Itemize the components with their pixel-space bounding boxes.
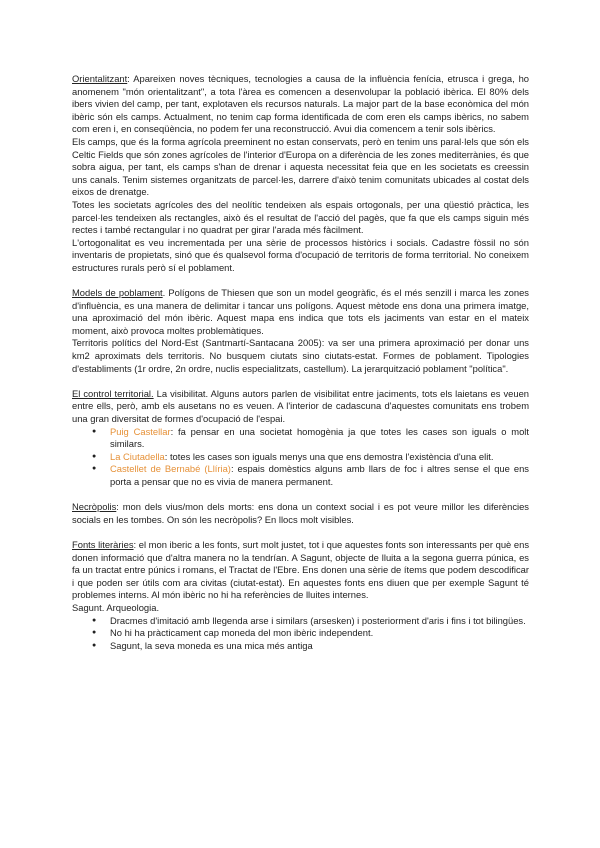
site-name: Puig Castellar <box>110 425 171 437</box>
section-heading: Orientalitzant <box>72 73 128 84</box>
section-heading: El control territorial. <box>72 387 154 399</box>
paragraph: Territoris polítics del Nord-Est (Santmartí-Santacana 2005): va ser una primera aproximació per donar uns km2 aproximats dels territoris. No busquem ciutats sino ciutats-estat. Formes de poblament. Tipologies d'establiments (1r ordre, 2n ordre, nuclis especialitzats, castellum). La jerarquització poblament "política". <box>72 337 529 374</box>
section-necropolis <box>72 501 529 526</box>
paragraph <box>72 501 529 526</box>
list-item: ● No hi ha pràcticament cap moneda del mon ibèric independent. <box>110 627 529 640</box>
paragraph-text: La visibilitat. Alguns autors parlen de visibilitat entre jaciments, tots els laietans es veuen entre ells, però, amb els ausetans no es veuen. A l'interior de cadascuna d'aquestes comunitats ens trobem una gran diversitat de formes d'ocupació de l'espai. <box>72 387 529 425</box>
paragraph: Els camps, que és la forma agrícola preeminent no estan conservats, però en tenim uns paral·lels que són els Celtic Fields que són zones agrícoles de l'interior d'Europa on a diferència de les zones mediterrànies, és que sobra aigua, per tant, els camps s'han de drenar i aquesta necessitat feia que en les societats es creessin uns canals. Tenim sistemes organitzats de parcel·les, darrere d'això tenim comunitats ubicades al costat dels eixos de drenatge. <box>72 135 529 198</box>
paragraph-text: : mon dels vius/mon dels morts: ens dona un context social i es pot veure millor les diferències socials en les tombes. On són les necròpolis? En llocs molt visibles. <box>72 501 529 525</box>
document-page <box>72 73 529 665</box>
bullet-list <box>72 426 529 489</box>
section-heading: Fonts literàries <box>72 538 134 550</box>
site-name: Castellet de Bernabé (Llíria) <box>110 463 231 475</box>
list-item-text: : totes les cases son iguals menys una que ens demostra l'existència d'una elit. <box>164 450 494 462</box>
list-item: ● Sagunt, la seva moneda es una mica més antiga <box>110 640 529 653</box>
paragraph-text: : el mon iberic a les fonts, surt molt justet, tot i que aquestes fonts son interessants per què ens donen informació que d'altra manera no la tendrían. A Sagunt, objecte de lluita a la segona guerra púnica, es fa un tractat entre púnics i romans, el Tractat de l'Ebre. Ens donen una sèrie de ítems que podem descodificar i que poden ser útils com ara civitas (ciutat-estat). En aquestes fonts ens diuen que per exemple Sagunt té problemes interns. Al món ibèric no hi ha referències de lluites internes. <box>72 538 530 601</box>
site-name: La Ciutadella <box>110 450 165 462</box>
paragraph: Sagunt. Arqueologia. <box>72 601 160 613</box>
bullet-list <box>72 615 529 653</box>
paragraph <box>72 287 529 337</box>
list-item-text: : espais domèstics alguns amb llars de foc i altres sense el que ens porta a pensar que no es vivia de manera permanent. <box>110 463 529 487</box>
list-item <box>110 426 529 451</box>
paragraph <box>72 73 529 136</box>
section-orientalitzant <box>72 73 529 275</box>
list-item <box>110 451 529 464</box>
list-item <box>110 463 529 488</box>
paragraph <box>72 539 529 602</box>
paragraph: Totes les societats agrícoles des del neolític tendeixen als espais ortogonals, per una qüestió pràctica, les parcel·les tendeixen als rectangles, això és el resultat de l'acció del pagès, que fa que els camps siguin més rectes i també rectangular i no quadrat per girar l'arada més fàcilment. <box>72 198 529 236</box>
section-fonts-literaries <box>72 539 529 652</box>
section-heading: Necròpolis <box>72 501 117 513</box>
paragraph: L'ortogonalitat es veu incrementada per una sèrie de processos històrics i socials. Cadastre fòssil no són inventaris de propietats, sinó que és qualsevol forma d'ocupació de territoris de forma territorial. No coneixem estructures rurals però sí el poblament. <box>72 236 529 273</box>
paragraph-text: . Polígons de Thiesen que son un model geogràfic, és el més senzill i marca les zones d'influència, es una manera de delimitar i tancar uns polígons. Aquest mètode ens dona una primera imatge, una aproximació del món ibèric. Aquest mapa ens indica que tots els jaciments van estar en el mateix moment, això provoca moltes problemàtiques. <box>72 287 529 336</box>
section-models-poblament <box>72 287 529 375</box>
list-item-text: : fa pensar en una societat homogènia ja que totes les cases son iguals o molt similars. <box>110 425 529 450</box>
paragraph-text: : Apareixen noves tècniques, tecnologies a causa de la influència fenícia, etrusca i grega, ho anomenem "món orientalitzant", a tota l'àrea es comencen a desenvolupar la població ibèrica. El 80% dels ibers vivien del camp, per tant, explotaven els recursos naturals. La major part de la base econòmica del món ibèric són els camps. Actualment, no tenim cap forma identificada de com eren els camps ibèrics, no sabem com eren i, en conseqüència, no podem fer una reconstrucció. Avui dia comencem a tenir sols ibèrics. <box>72 73 529 135</box>
section-heading: Models de poblament <box>72 287 163 299</box>
section-control-territorial <box>72 388 529 489</box>
list-item: ● Dracmes d'imitació amb llegenda arse i similars (arsesken) i posteriorment d'aris i fins i tot bilingües. <box>110 615 529 628</box>
paragraph <box>72 388 529 426</box>
